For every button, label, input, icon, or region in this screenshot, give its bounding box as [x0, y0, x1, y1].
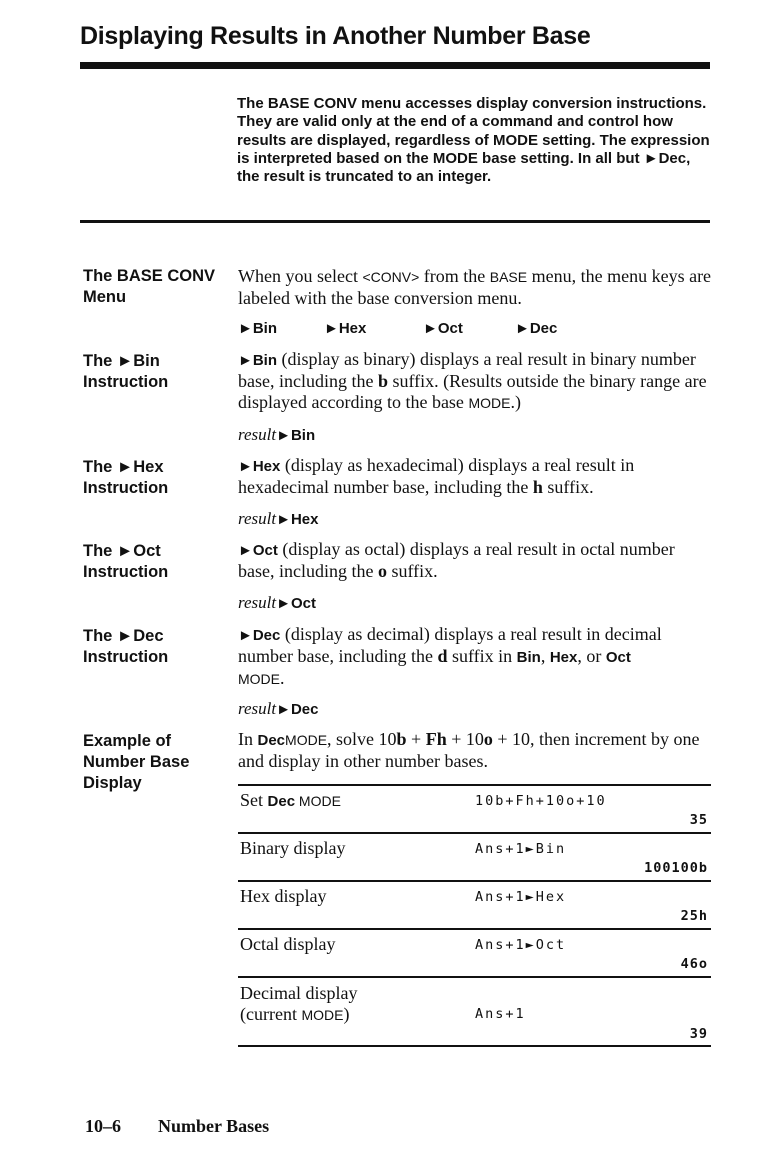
example-row-label: Set Dec MODE [240, 790, 341, 810]
example-rule [238, 832, 711, 834]
header-rule [80, 62, 710, 69]
example-row-keys: Ans+1 [475, 1006, 526, 1022]
footer-chapter-title: Number Bases [158, 1116, 270, 1136]
example-rule [238, 928, 711, 930]
dec-syntax: result►Dec [238, 699, 319, 718]
side-heading-base-conv-menu: The BASE CONV Menu [83, 267, 216, 306]
menu-label-hex: ►Hex [324, 320, 367, 337]
example-row-label: Octal display [240, 934, 336, 954]
side-heading-oct: The ►Oct Instruction [83, 542, 169, 581]
example-row-keys: Ans+1►Hex [475, 889, 567, 905]
oct-description: ►Oct (display as octal) displays a real result in octal number base, including the o suffix. [238, 539, 675, 581]
example-row-keys: Ans+1►Oct [475, 937, 567, 953]
example-row-result: 25h [680, 908, 708, 924]
dec-description: ►Dec (display as decimal) displays a real result in decimal number base, including the d suffix in Bin, Hex, or Oct MODE. [238, 624, 662, 688]
page-title: Displaying Results in Another Number Base [80, 22, 591, 50]
example-row-label: Binary display [240, 838, 346, 858]
example-row-result: 39 [689, 1026, 708, 1042]
example-row-label: Hex display [240, 886, 327, 906]
example-row-result: 46o [680, 956, 708, 972]
intro-paragraph: The BASE CONV menu accesses display conversion instructions. They are valid only at the end of a command and control how results are displayed, regardless of MODE setting. The expression is interpreted based on the MODE base setting. In all but ►Dec, the result is truncated to an integer. [237, 95, 710, 186]
bin-description: ►Bin (display as binary) displays a real result in binary number base, including the b suffix. (Results outside the binary range are displayed according to the base MODE.) [238, 349, 707, 412]
footer-page-number: 10–6 [85, 1116, 121, 1136]
example-rule [238, 784, 711, 786]
example-row-result: 35 [689, 812, 708, 828]
example-rule [238, 976, 711, 978]
example-row-keys: 10b+Fh+10o+10 [475, 793, 607, 809]
side-heading-bin: The ►Bin Instruction [83, 352, 169, 391]
menu-label-bin: ►Bin [238, 320, 278, 337]
example-rule [238, 880, 711, 882]
bin-syntax: result►Bin [238, 425, 316, 444]
example-row-keys: Ans+1►Bin [475, 841, 567, 857]
hex-description: ►Hex (display as hexadecimal) displays a real result in hexadecimal number base, including the h suffix. [238, 455, 635, 497]
example-row-result: 100100b [644, 860, 708, 876]
oct-syntax: result►Oct [238, 593, 316, 612]
side-heading-dec: The ►Dec Instruction [83, 627, 169, 666]
side-heading-example: Example of Number Base Display [83, 732, 190, 792]
section-rule [80, 220, 710, 223]
menu-description: When you select <CONV> from the BASE menu, the menu keys are labeled with the base conversion menu. [238, 266, 712, 308]
hex-syntax: result►Hex [238, 509, 319, 528]
example-row-label: Decimal display (current MODE) [240, 983, 358, 1024]
menu-label-oct: ►Oct [423, 320, 463, 337]
menu-label-dec: ►Dec [515, 320, 558, 337]
example-rule [238, 1045, 711, 1047]
side-heading-hex: The ►Hex Instruction [83, 458, 169, 497]
example-description: In DecMODE, solve 10b + Fh + 10o + 10, then increment by one and display in other number bases. [238, 729, 700, 771]
